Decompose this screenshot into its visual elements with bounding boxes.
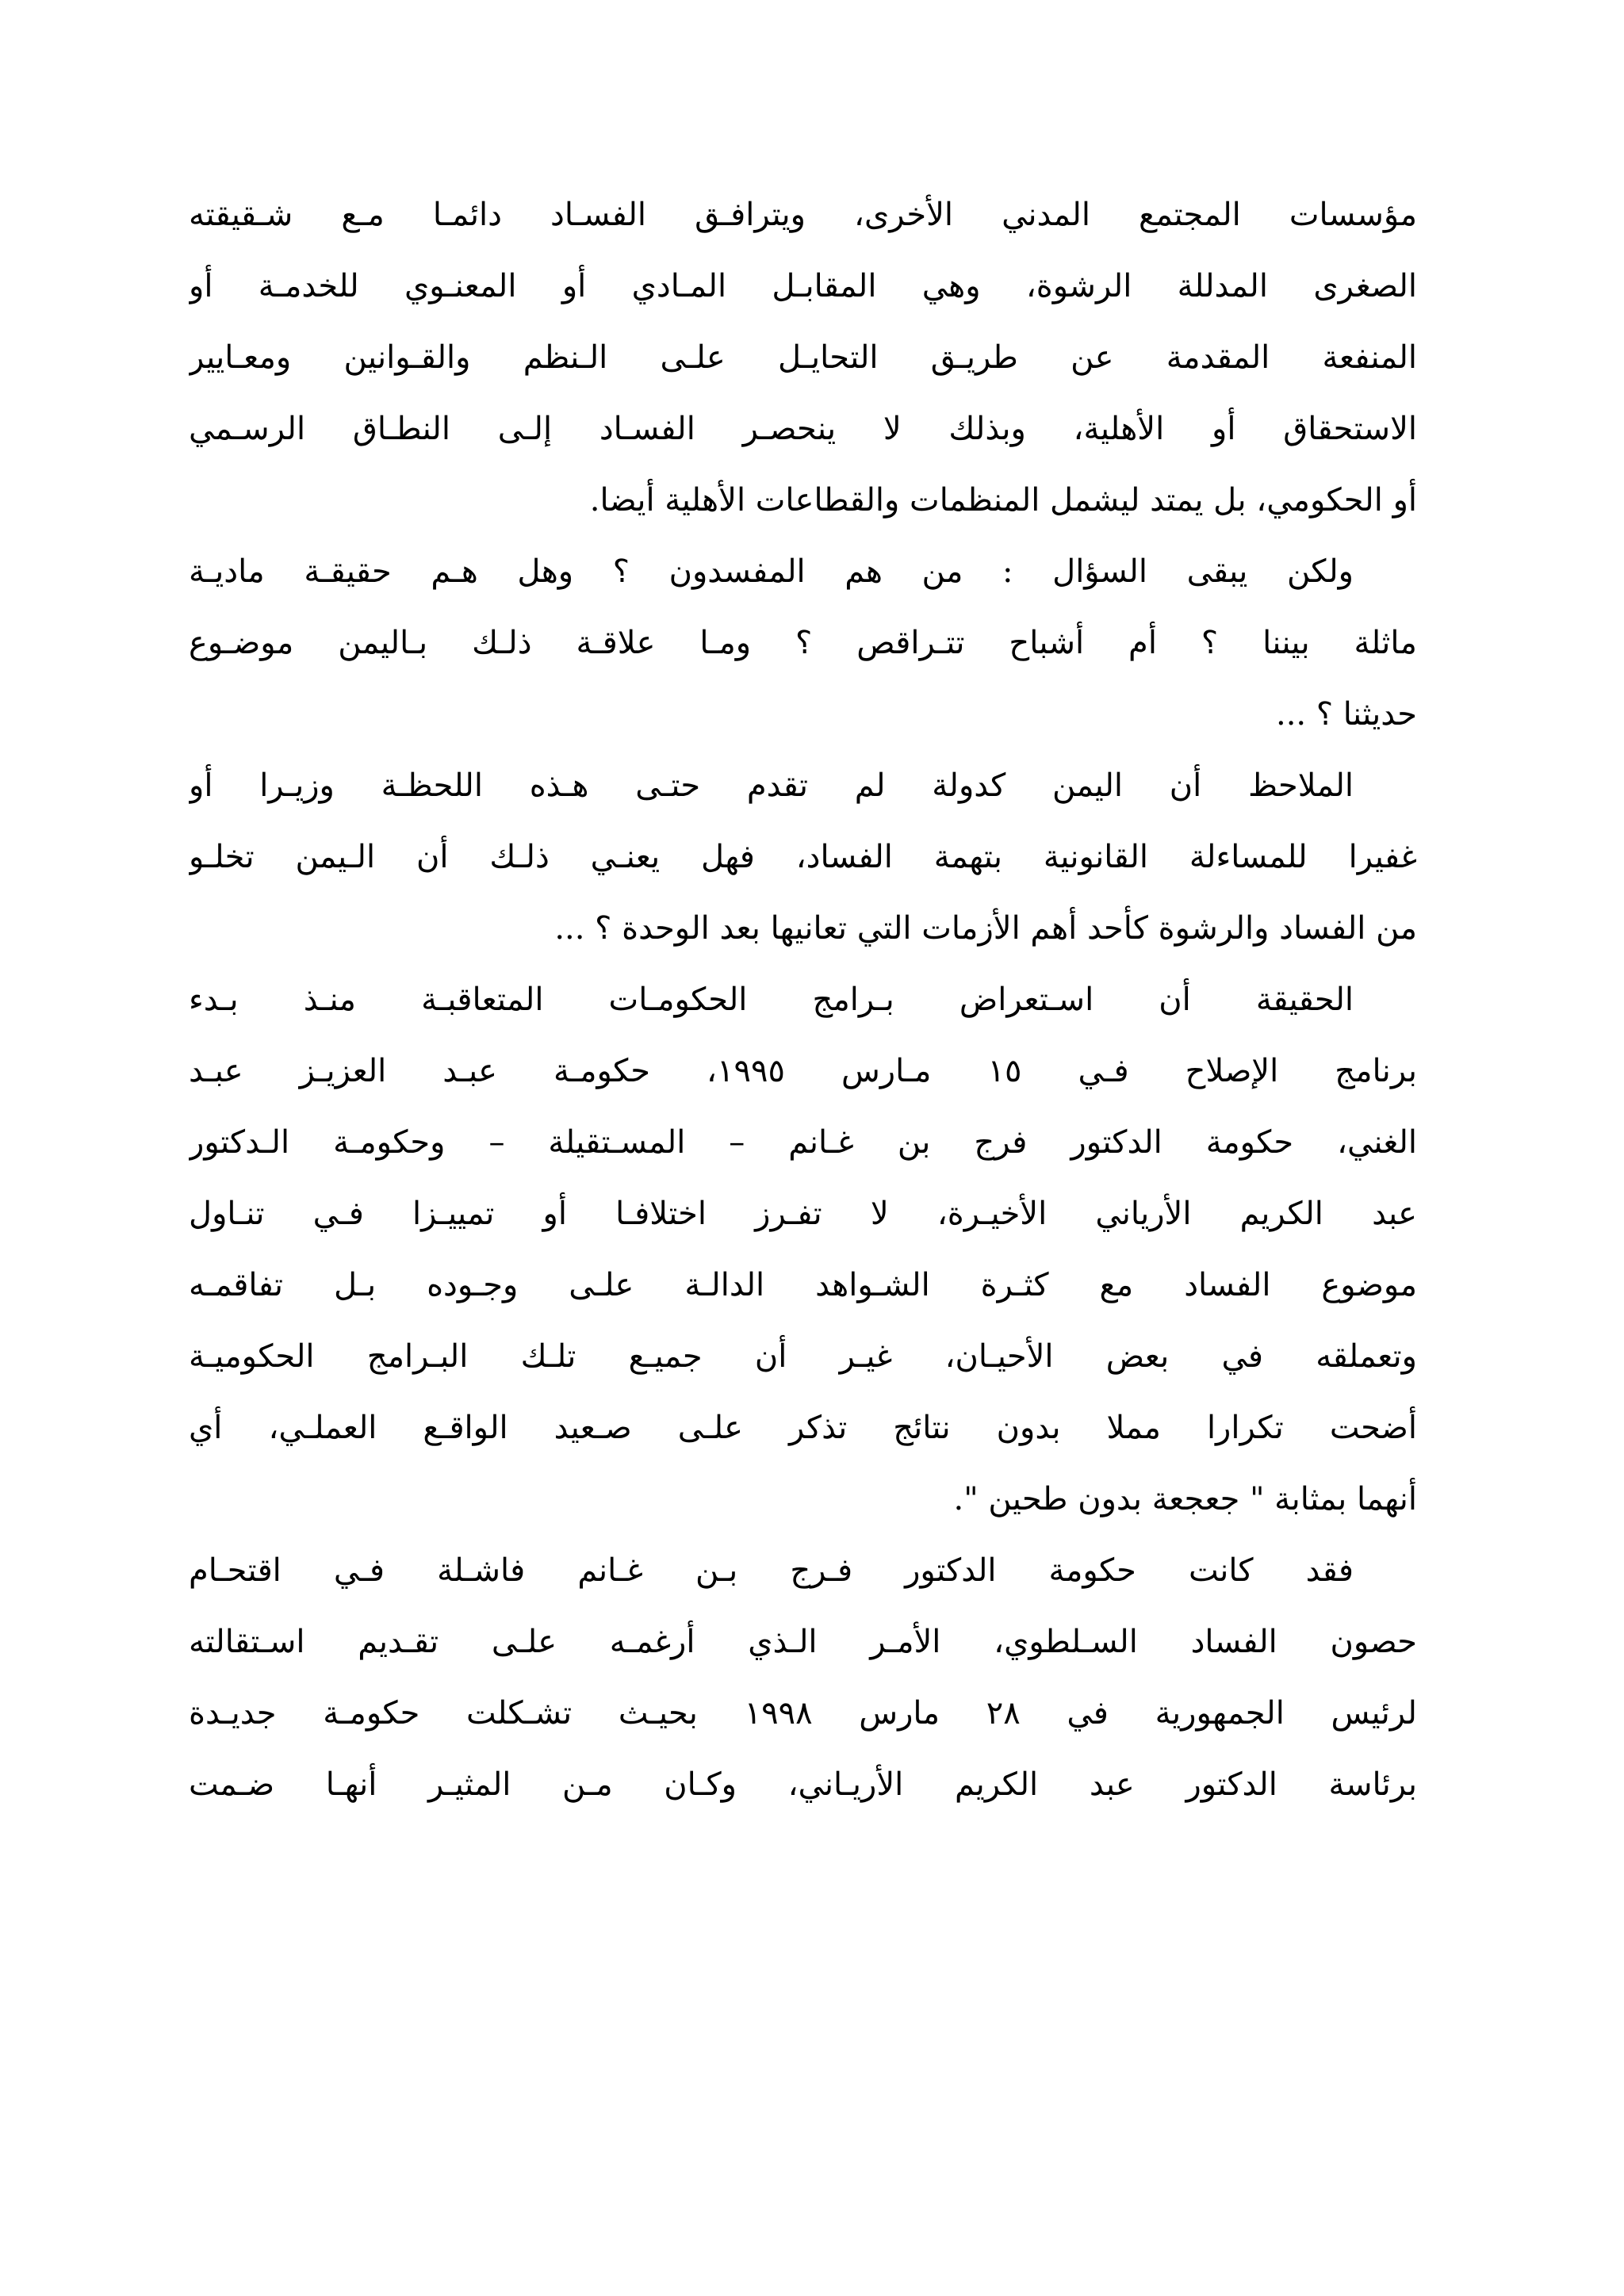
text-line: الغني، حكومة الدكتور فرج بن غـانم – المسـتقيلة – وحكومـة الـدكتور — [189, 1124, 1417, 1161]
text-line: لرئيس الجمهورية في ٢٨ مارس ١٩٩٨ بحيـث تشـكلت حكومـة جديـدة — [189, 1695, 1417, 1732]
text-line: مؤسسات المجتمع المدني الأخرى، ويترافـق الفسـاد دائمـا مـع شـقيقته — [189, 197, 1417, 233]
text-line: ماثلة بيننا ؟ أم أشباح تتـراقص ؟ ومـا علاقـة ذلـك بـاليمن موضـوع — [189, 625, 1417, 661]
paragraph-first-line: الحقيقة أن اسـتعراض بـرامج الحكومـات المتعاقبـة منـذ بـدء — [189, 982, 1354, 1018]
text-line: برئاسة الدكتور عبد الكريم الأريـاني، وكـان مـن المثيـر أنهـا ضـمت — [189, 1766, 1417, 1803]
text-line: أو الحكومي، بل يمتد ليشمل المنظمات والقطاعات الأهلية أيضا. — [589, 482, 1417, 519]
body-text — [189, 179, 1417, 1820]
text-line: أنهما بمثابة " جعجعة بدون طحين ". — [953, 1481, 1417, 1517]
text-line: حديثنا ؟ ... — [1276, 696, 1417, 733]
text-line: المنفعة المقدمة عن طريـق التحايـل علـى الـنظم والقـوانين ومعـايير — [189, 339, 1417, 376]
text-line: حصون الفساد السـلطوي، الأمـر الـذي أرغمـه علـى تقـديم اسـتقالته — [189, 1624, 1417, 1660]
paragraph-first-line: ولكن يبقى السؤال : من هم المفسدون ؟ وهل هـم حقيقـة ماديـة — [189, 553, 1354, 590]
text-line: عبد الكريم الأرياني الأخيـرة، لا تفـرز اختلافـا أو تمييـزا فـي تنـاول — [189, 1196, 1417, 1232]
text-line: غفيرا للمساءلة القانونية بتهمة الفساد، فهل يعنـي ذلـك أن الـيمن تخلـو — [189, 839, 1417, 875]
text-line: الصغرى المدللة الرشوة، وهي المقابـل المـادي أو المعنـوي للخدمـة أو — [189, 268, 1417, 304]
text-line: الاستحقاق أو الأهلية، وبذلك لا ينحصـر الفسـاد إلـى النطـاق الرسـمي — [189, 411, 1417, 447]
text-line: وتعملقه في بعض الأحيـان، غيـر أن جميـع تلـك البـرامج الحكوميـة — [189, 1338, 1417, 1375]
text-line: موضوع الفساد مع كثـرة الشـواهد الدالـة علـى وجـوده بـل تفاقمـه — [189, 1267, 1417, 1303]
text-line: من الفساد والرشوة كأحد أهم الأزمات التي تعانيها بعد الوحدة ؟ ... — [554, 910, 1417, 947]
paragraph-first-line: فقد كانت حكومة الدكتور فـرج بـن غـانم فاشـلة فـي اقتحـام — [189, 1552, 1354, 1589]
text-line: أضحت تكرارا مملا بدون نتائج تذكر علـى صـعيد الواقـع العملـي، أي — [189, 1410, 1417, 1446]
text-line: برنامج الإصلاح فـي ١٥ مـارس ١٩٩٥، حكومـة عبـد العزيـز عبـد — [189, 1053, 1417, 1089]
paragraph-first-line: الملاحظ أن اليمن كدولة لم تقدم حتـى هـذه اللحظـة وزيـرا أو — [189, 767, 1354, 804]
